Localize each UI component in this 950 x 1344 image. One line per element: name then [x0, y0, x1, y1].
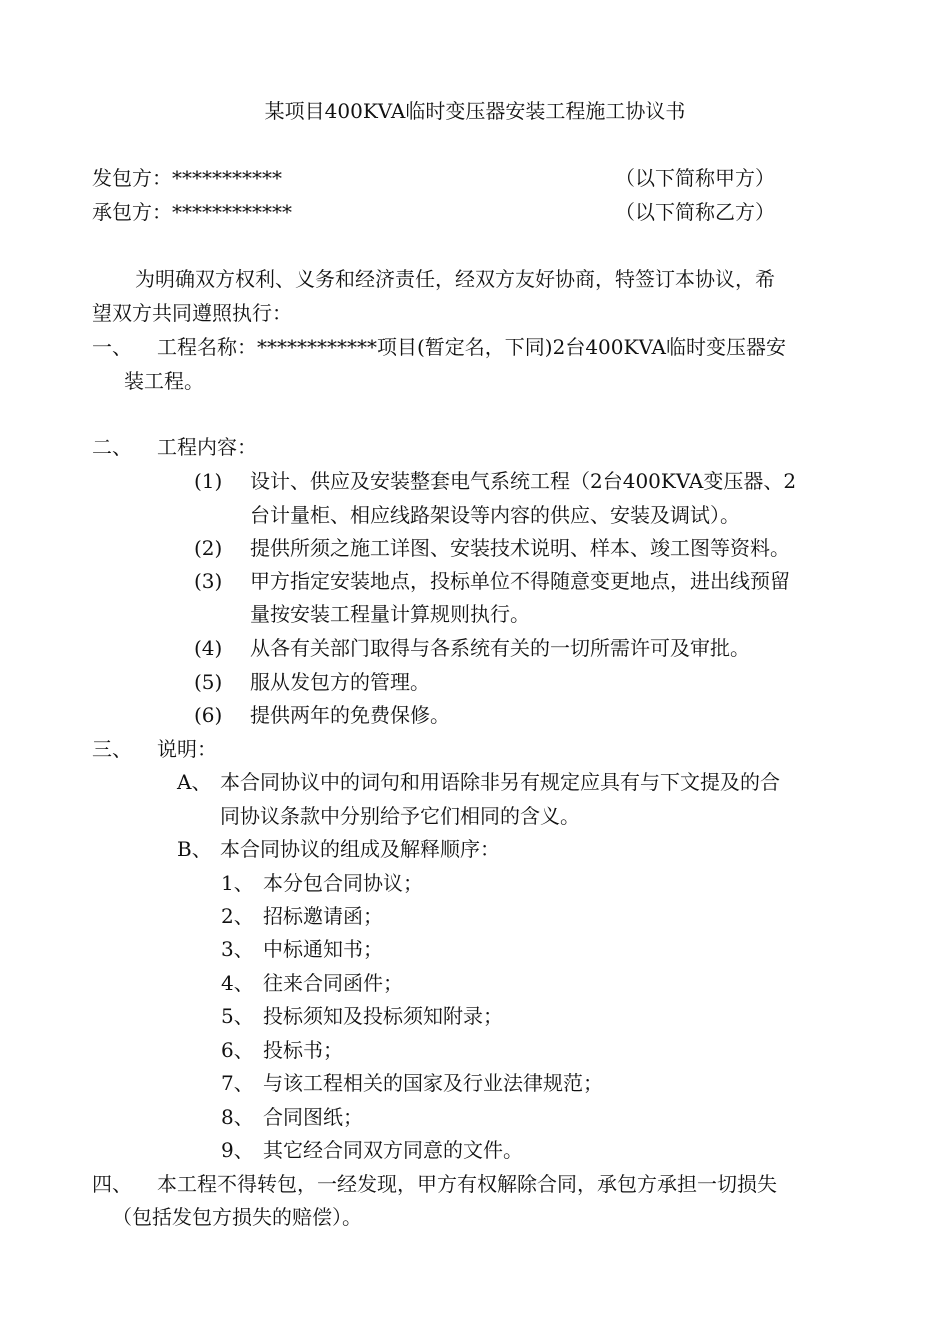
item-5-text: 服从发包方的管理。 — [250, 670, 430, 694]
item-4-text: 从各有关部门取得与各系统有关的一切所需许可及审批。 — [250, 636, 750, 660]
order-9-number: 9、 — [221, 1138, 254, 1162]
item-1-text-cont: 台计量柜、相应线路架设等内容的供应、安装及调试）。 — [250, 503, 740, 527]
order-7-text: 与该工程相关的国家及行业法律规范； — [263, 1071, 603, 1095]
section-3-heading: 说明： — [157, 737, 217, 761]
clause-b-label: B、 — [177, 837, 212, 861]
clause-a-line-1: 本合同协议中的词句和用语除非另有规定应具有与下文提及的合 — [220, 770, 780, 794]
item-1-text: 设计、供应及安装整套电气系统工程（2台400KVA变压器、2 — [250, 469, 797, 493]
clause-a-line-2: 同协议条款中分别给予它们相同的含义。 — [220, 804, 580, 828]
section-2-number: 二、 — [92, 435, 132, 459]
section-4-line-2: （包括发包方损失的赔偿）。 — [112, 1205, 362, 1229]
section-1-line-2: 装工程。 — [124, 369, 204, 393]
intro-line-1: 为明确双方权利、义务和经济责任，经双方友好协商，特签订本协议，希 — [135, 267, 775, 291]
order-5-number: 5、 — [221, 1004, 254, 1028]
order-2-text: 招标邀请函； — [263, 904, 383, 928]
order-3-number: 3、 — [221, 937, 254, 961]
clause-b-heading: 本合同协议的组成及解释顺序： — [220, 837, 500, 861]
party-b-note: （以下简称乙方） — [615, 200, 775, 224]
order-6-number: 6、 — [221, 1038, 254, 1062]
order-8-number: 8、 — [221, 1105, 254, 1129]
order-1-text: 本分包合同协议； — [263, 871, 423, 895]
intro-line-2: 望双方共同遵照执行： — [92, 301, 292, 325]
order-4-text: 往来合同函件； — [263, 971, 403, 995]
item-2-number: (2) — [194, 536, 223, 560]
item-3-text: 甲方指定安装地点，投标单位不得随意变更地点，进出线预留 — [250, 569, 790, 593]
item-6-number: (6) — [194, 703, 223, 727]
document-title: 某项目400KVA临时变压器安装工程施工协议书 — [264, 99, 686, 123]
clause-a-label: A、 — [177, 770, 212, 794]
section-3-number: 三、 — [92, 737, 132, 761]
item-2-text: 提供所须之施工详图、安装技术说明、样本、竣工图等资料。 — [250, 536, 790, 560]
order-9-text: 其它经合同双方同意的文件。 — [263, 1138, 523, 1162]
section-2-heading: 工程内容： — [157, 435, 257, 459]
order-8-text: 合同图纸； — [263, 1105, 363, 1129]
order-1-number: 1、 — [221, 871, 254, 895]
item-4-number: (4) — [194, 636, 223, 660]
section-4-number: 四、 — [92, 1172, 132, 1196]
party-a-label: 发包方：*********** — [92, 166, 282, 190]
party-b-label: 承包方：************ — [92, 200, 292, 224]
item-6-text: 提供两年的免费保修。 — [250, 703, 450, 727]
order-7-number: 7、 — [221, 1071, 254, 1095]
order-2-number: 2、 — [221, 904, 254, 928]
item-1-number: (1) — [194, 469, 223, 493]
order-5-text: 投标须知及投标须知附录； — [263, 1004, 503, 1028]
section-1-number: 一、 — [92, 335, 132, 359]
section-1-line-1: 工程名称：************项目(暂定名，下同)2台400KVA临时变压器安 — [157, 335, 786, 359]
item-3-number: (3) — [194, 569, 223, 593]
order-6-text: 投标书； — [263, 1038, 343, 1062]
item-5-number: (5) — [194, 670, 223, 694]
order-4-number: 4、 — [221, 971, 254, 995]
order-3-text: 中标通知书； — [263, 937, 383, 961]
party-a-note: （以下简称甲方） — [615, 166, 775, 190]
item-3-text-cont: 量按安装工程量计算规则执行。 — [250, 602, 530, 626]
section-4-line-1: 本工程不得转包，一经发现，甲方有权解除合同，承包方承担一切损失 — [157, 1172, 777, 1196]
